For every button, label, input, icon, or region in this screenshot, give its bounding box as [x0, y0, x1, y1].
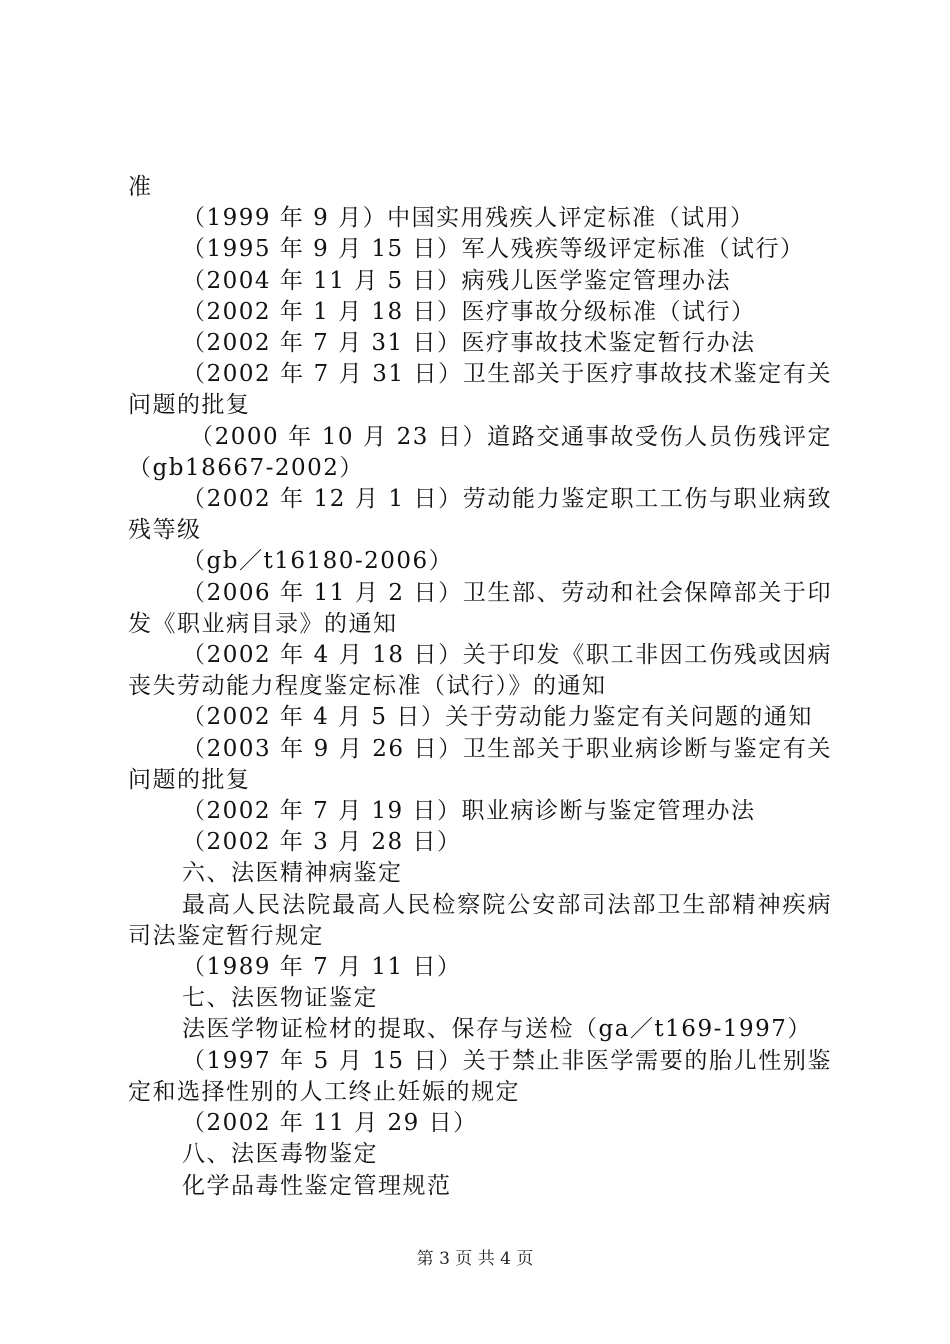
text-line: 化学品毒性鉴定管理规范: [182, 1172, 452, 1199]
text-line: （2002 年 12 月 1 日）劳动能力鉴定职工工伤与职业病致残等级: [128, 486, 832, 544]
document-body: [128, 172, 832, 1202]
text-line: （2004 年 11 月 5 日）病残儿医学鉴定管理办法: [182, 267, 731, 294]
text-line: （2002 年 7 月 31 日）医疗事故技术鉴定暂行办法: [182, 330, 756, 357]
text-line: （2002 年 11 月 29 日）: [182, 1110, 478, 1137]
text-line: 最高人民法院最高人民检察院公安部司法部卫生部精神疾病司法鉴定暂行规定: [128, 891, 832, 949]
section-heading: 七、法医物证鉴定: [182, 985, 378, 1012]
text-line: （2002 年 3 月 28 日）: [182, 829, 462, 856]
text-line: 法医学物证检材的提取、保存与送检（ga／t169-1997）: [182, 1016, 812, 1043]
text-line: （2002 年 7 月 19 日）职业病诊断与鉴定管理办法: [182, 798, 756, 825]
text-line: （2002 年 1 月 18 日）医疗事故分级标准（试行）: [182, 298, 756, 325]
text-line: （2002 年 7 月 31 日）卫生部关于医疗事故技术鉴定有关问题的批复: [128, 361, 832, 419]
page-footer: 第 3 页 共 4 页: [416, 1249, 534, 1269]
text-line: 准: [128, 174, 153, 200]
section-heading: 八、法医毒物鉴定: [182, 1141, 378, 1168]
text-line: （1999 年 9 月）中国实用残疾人评定标准（试用）: [182, 205, 755, 232]
text-line: （2006 年 11 月 2 日）卫生部、劳动和社会保障部关于印发《职业病目录》的通知: [128, 579, 832, 637]
text-line: （1997 年 5 月 15 日）关于禁止非医学需要的胎儿性别鉴定和选择性别的人工终止妊娠的规定: [128, 1047, 832, 1105]
text-line: （2002 年 4 月 18 日）关于印发《职工非因工伤残或因病丧失劳动能力程度鉴定标准（试行）》的通知: [128, 642, 832, 700]
text-line: （1995 年 9 月 15 日）军人残疾等级评定标准（试行）: [182, 236, 805, 263]
text-line: （gb／t16180-2006）: [182, 548, 454, 575]
text-line: （2000 年 10 月 23 日）道路交通事故受伤人员伤残评定（gb18667-2002）: [128, 423, 832, 481]
section-heading: 六、法医精神病鉴定: [182, 860, 403, 887]
text-line: （2002 年 4 月 5 日）关于劳动能力鉴定有关问题的通知: [182, 704, 813, 731]
text-line: （2003 年 9 月 26 日）卫生部关于职业病诊断与鉴定有关问题的批复: [128, 735, 832, 793]
text-line: （1989 年 7 月 11 日）: [182, 954, 462, 981]
